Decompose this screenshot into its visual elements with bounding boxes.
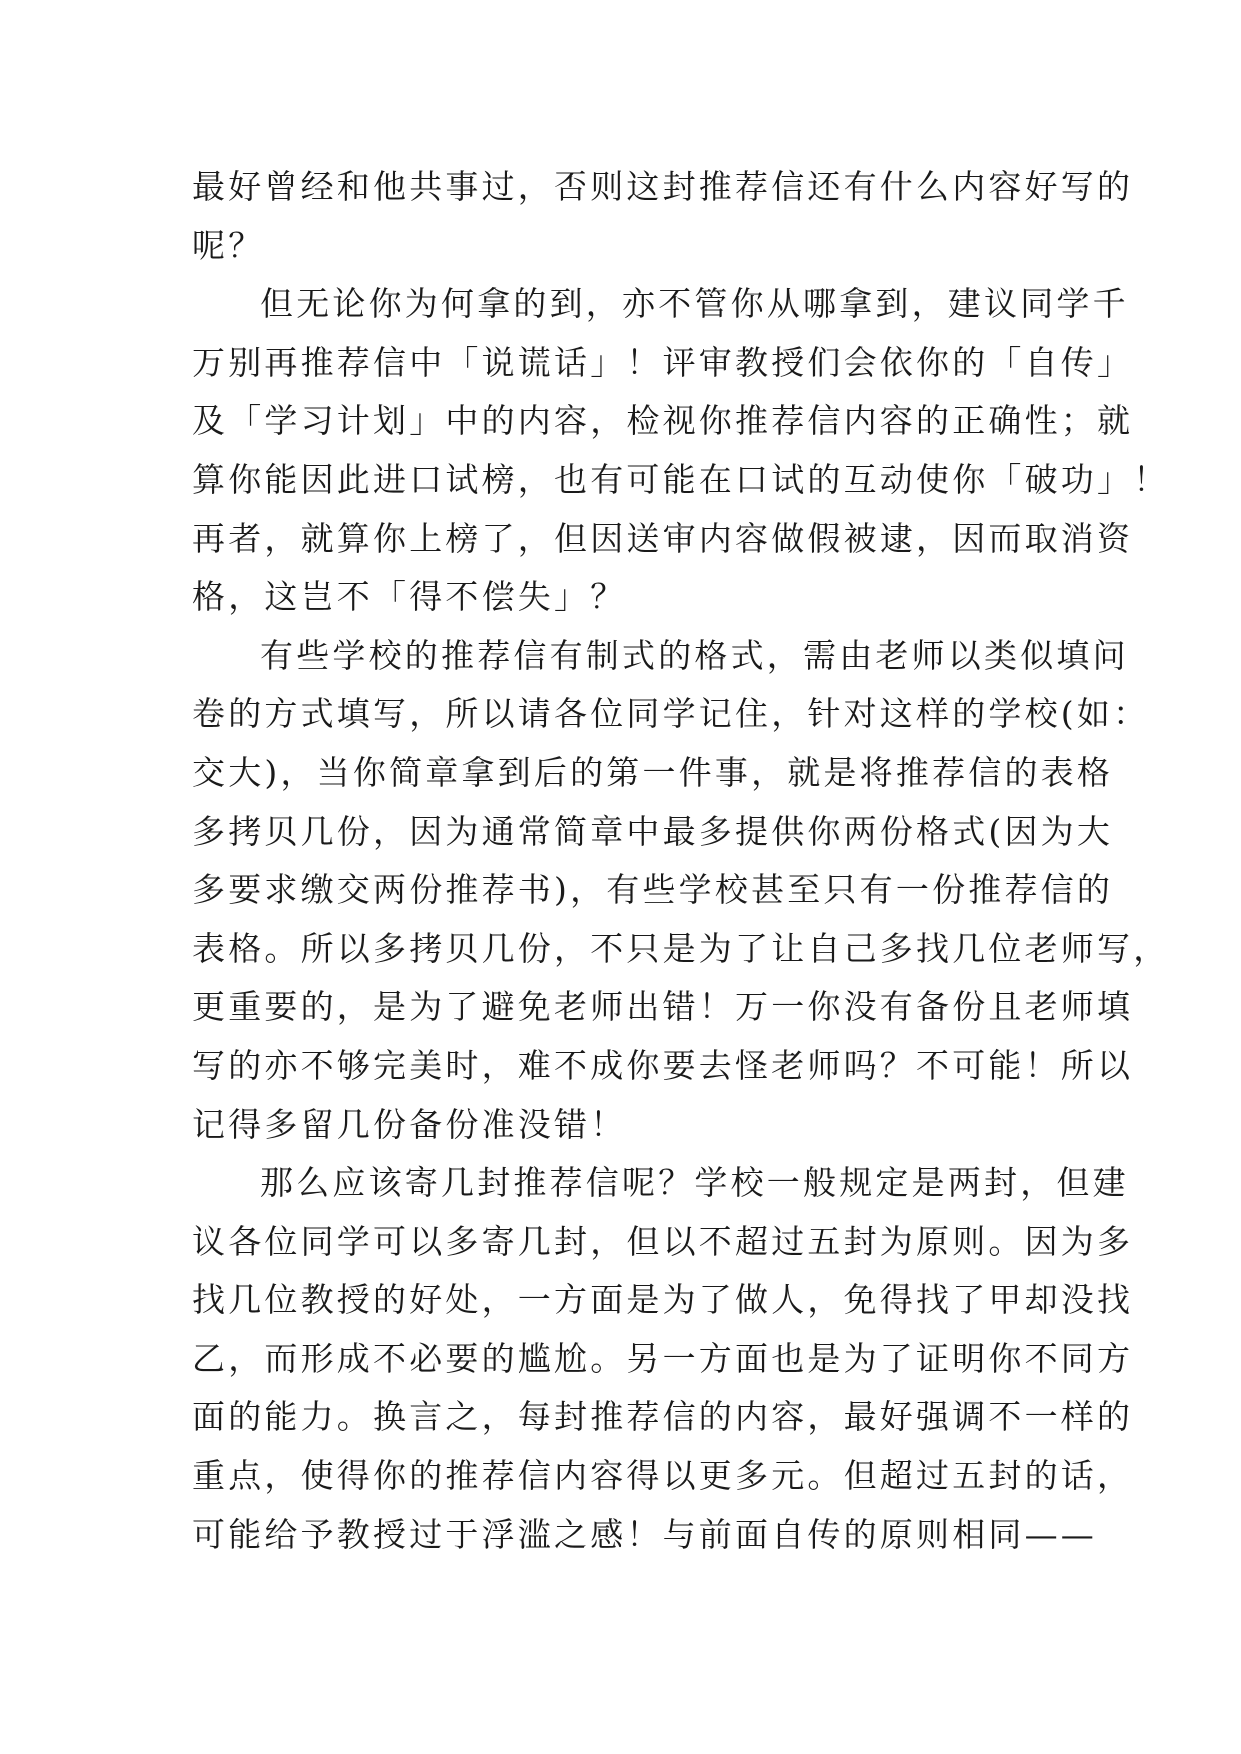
paragraph-first-line: 那么应该寄几封推荐信呢？学校一般规定是两封，但建 bbox=[260, 1163, 1129, 1203]
paragraph-first-line: 有些学校的推荐信有制式的格式，需由老师以类似填问 bbox=[260, 635, 1129, 675]
text-line: 多拷贝几份，因为通常简章中最多提供你两份格式(因为大 bbox=[192, 811, 1114, 851]
text-line: 最好曾经和他共事过，否则这封推荐信还有什么内容好写的 bbox=[192, 167, 1134, 206]
text-line: 写的亦不够完美时，难不成你要去怪老师吗？不可能！所以 bbox=[192, 1045, 1134, 1085]
text-line: 格，这岂不「得不偿失」？ bbox=[192, 577, 627, 617]
text-line: 及「学习计划」中的内容，检视你推荐信内容的正确性；就 bbox=[192, 401, 1134, 441]
text-line: 交大)，当你简章拿到后的第一件事，就是将推荐信的表格 bbox=[192, 752, 1114, 792]
text-line: 算你能因此进口试榜，也有可能在口试的互动使你「破功」！ bbox=[192, 459, 1170, 499]
text-line: 呢？ bbox=[192, 225, 265, 265]
paragraph-first-line: 但无论你为何拿的到，亦不管你从哪拿到，建议同学千 bbox=[260, 284, 1129, 324]
document-body bbox=[192, 158, 1170, 1564]
text-line: 卷的方式填写，所以请各位同学记住，针对这样的学校(如： bbox=[192, 694, 1150, 734]
text-line: 面的能力。换言之，每封推荐信的内容，最好强调不一样的 bbox=[192, 1397, 1134, 1437]
text-line: 多要求缴交两份推荐书)，有些学校甚至只有一份推荐信的 bbox=[192, 870, 1114, 910]
text-line: 更重要的，是为了避免老师出错！万一你没有备份且老师填 bbox=[192, 987, 1134, 1027]
text-line: 可能给予教授过于浮滥之感！与前面自传的原则相同—— bbox=[192, 1514, 1097, 1554]
text-line: 再者，就算你上榜了，但因送审内容做假被逮，因而取消资 bbox=[192, 518, 1134, 558]
text-line: 议各位同学可以多寄几封，但以不超过五封为原则。因为多 bbox=[192, 1221, 1134, 1261]
text-line: 找几位教授的好处，一方面是为了做人，免得找了甲却没找 bbox=[192, 1280, 1134, 1320]
text-line: 重点，使得你的推荐信内容得以更多元。但超过五封的话， bbox=[192, 1456, 1134, 1496]
text-line: 乙，而形成不必要的尴尬。另一方面也是为了证明你不同方 bbox=[192, 1338, 1134, 1378]
text-line: 记得多留几份备份准没错！ bbox=[192, 1104, 627, 1144]
text-line: 万别再推荐信中「说谎话」！评审教授们会依你的「自传」 bbox=[192, 342, 1134, 382]
text-line: 表格。所以多拷贝几份，不只是为了让自己多找几位老师写， bbox=[192, 928, 1170, 968]
